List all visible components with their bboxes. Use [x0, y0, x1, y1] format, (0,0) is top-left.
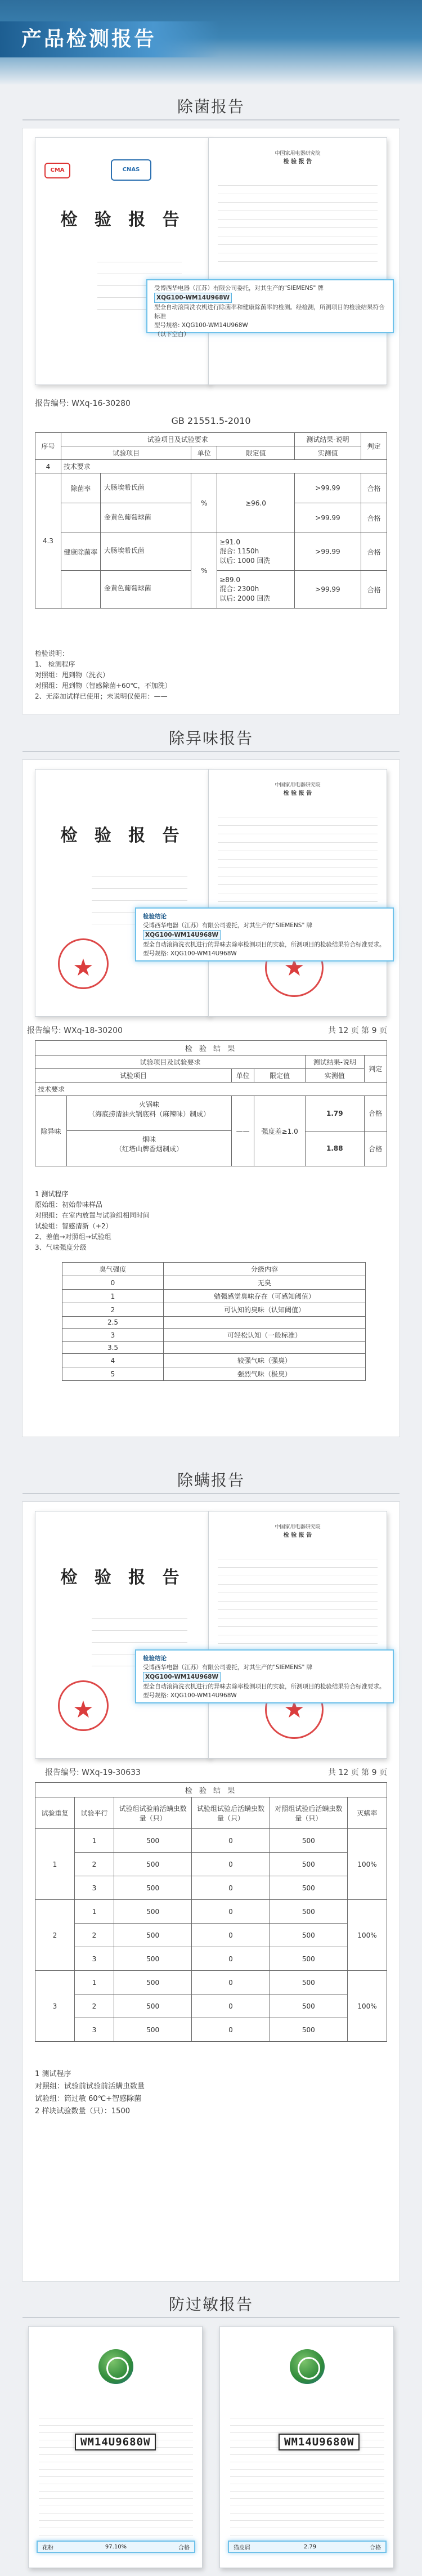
note-line: 1、 检测程序 [35, 660, 75, 668]
odor-name: 烟味 [142, 1135, 156, 1143]
table-cell: 4 [35, 460, 61, 473]
col-odor-strength: 臭气强度 [62, 1263, 164, 1276]
table-cell: 500 [270, 1853, 347, 1876]
allergen-value: 97.10% [105, 2543, 127, 2550]
table-cell: 500 [270, 2018, 347, 2042]
table-cell: 500 [114, 1994, 192, 2018]
odor-grade-table [62, 1262, 366, 1381]
report-inner-page [208, 769, 387, 1017]
table-cell: 3 [75, 2018, 114, 2042]
report-number: 报告编号: WXq-18-30200 [27, 1026, 123, 1035]
col-after: 试验组试验后活螨虫数量（只） [192, 1797, 270, 1829]
table-cell: 3 [75, 1876, 114, 1900]
table-cell: 500 [270, 1900, 347, 1924]
table-cell: 1 [75, 1829, 114, 1853]
cnas-mark: CNAS [111, 159, 151, 181]
deodor-notes [35, 1189, 387, 1253]
conclusion-callout [146, 279, 394, 338]
table-cell: 0 [192, 1947, 270, 1971]
table-cell [164, 1342, 366, 1354]
inner-subtitle: 检 验 报 告 [283, 159, 312, 165]
table-cell [61, 503, 191, 533]
table-cell: 100% [348, 1971, 387, 2042]
certificate-rows [39, 2411, 193, 2543]
allergen-judge: 合格 [178, 2544, 190, 2551]
note-line: 对照组：在室内放置与试验组相同时间 [35, 1211, 150, 1219]
table-cell: 2 [75, 1853, 114, 1876]
table-cell: 1 [75, 1971, 114, 1994]
table-cell: % [191, 473, 217, 533]
limit-line: 混合: 2300h [219, 585, 259, 593]
allergen-judge: 合格 [369, 2544, 381, 2551]
certification-logo [290, 2349, 325, 2384]
table-cell: 500 [114, 1829, 192, 1853]
table-cell: >99.99 [294, 473, 361, 503]
col-kill-rate: 灭螨率 [348, 1797, 387, 1829]
table-cell [217, 533, 295, 571]
table-caption: 检 验 结 果 [35, 1783, 387, 1797]
cma-mark: CMA [44, 163, 70, 178]
note-line: 1 测试程序 [35, 1190, 69, 1198]
allergen-name: 花粉 [42, 2544, 53, 2551]
odor-desc: （红塔山牌香烟制成） [115, 1145, 183, 1153]
table-cell: 2 [35, 1900, 75, 1971]
col-result-group: 测试结果-说明 [294, 433, 361, 446]
table-cell: 1.79 [306, 1096, 364, 1132]
table-cell: 500 [270, 1829, 347, 1853]
red-seal [58, 1680, 109, 1731]
divider [23, 2317, 399, 2318]
inner-head [209, 149, 387, 165]
standard-code: GB 21551.5-2010 [171, 415, 251, 426]
table-cell: 0 [62, 1276, 164, 1290]
report-cover [35, 769, 210, 1017]
callout-line-2: 型全自动滚筒洗衣机进行除菌率和健康除菌率的检测。经检测，所测项目的检验结果符合标准 [154, 304, 385, 320]
table-cell: 500 [270, 1876, 347, 1900]
table-cell: 3 [62, 1329, 164, 1342]
callout-tag: 检验结论 [143, 1655, 167, 1662]
table-cell: 1.88 [306, 1131, 364, 1166]
allergy-certificate-left [28, 2326, 203, 2568]
table-cell: 0 [192, 1853, 270, 1876]
table-cell: 4 [62, 1354, 164, 1367]
limit-line: 以后: 2000 回洗 [219, 594, 271, 602]
col-limit: 限定值 [254, 1069, 306, 1083]
table-cell: 1 [62, 1290, 164, 1303]
table-cell: 5 [62, 1367, 164, 1381]
antimite-panel [23, 1502, 399, 2281]
table-cell: 500 [270, 1924, 347, 1947]
section-title: 除螨报告 [177, 1471, 245, 1490]
note-line: 2、差值→对照组→试验组 [35, 1233, 111, 1241]
callout-line-1: 受博西华电器（江苏）有限公司委托，对其生产的"SIEMENS" 牌 [143, 922, 313, 929]
report-cover [35, 1511, 210, 1759]
table-cell [61, 473, 191, 503]
limit-line: 混合: 1150h [219, 547, 259, 555]
report-meta [45, 1766, 387, 1778]
col-measured: 实测值 [306, 1069, 364, 1083]
col-parallel: 试验平行 [75, 1797, 114, 1829]
table-cell: 100% [348, 1900, 387, 1971]
strain-label: 大肠埃希氏菌 [104, 547, 145, 554]
section-antimite-heading [0, 1464, 422, 1497]
callout-tag: 检验结论 [143, 913, 167, 920]
model-highlight: XQG100-WM14U968W [154, 293, 232, 303]
table-cell: 强度差≥1.0 [254, 1096, 306, 1166]
inner-rows [218, 177, 378, 262]
table-cell: 强烈气味（极臭） [164, 1367, 366, 1381]
report-meta [27, 1025, 387, 1036]
table-cell: 可轻松认知（一般标准） [164, 1329, 366, 1342]
table-cell: 3 [35, 1971, 75, 2042]
odor-desc: （海底捞清油火锅底料（麻辣味）制成） [88, 1110, 210, 1118]
model-highlight: XQG100-WM14U968W [143, 1672, 221, 1682]
table-cell: >99.99 [294, 533, 361, 571]
inner-institute: 中国家用电器研究院 [275, 1524, 321, 1530]
col-item-group: 试验项目及试验要求 [35, 1056, 306, 1069]
section-title: 除异味报告 [168, 729, 253, 748]
table-cell: 500 [114, 1924, 192, 1947]
section-title: 防过敏报告 [168, 2295, 253, 2314]
report-cover [35, 137, 210, 385]
inner-institute: 中国家用电器研究院 [275, 782, 321, 788]
strain-label: 金黄色葡萄球菌 [104, 513, 151, 521]
table-cell: ≥96.0 [217, 473, 295, 533]
report-inner-page [208, 1511, 387, 1759]
table-cell: 3 [75, 1947, 114, 1971]
model-label: WM14U9680W [279, 2434, 360, 2450]
note-line: 试验组：智感清新（+2） [35, 1222, 113, 1230]
col-control: 对照组试验后活螨虫数量（只） [270, 1797, 347, 1829]
table-cell: 500 [114, 1947, 192, 1971]
note-line: 1 测试程序 [35, 2070, 71, 2078]
note-line: 3、气味强度分级 [35, 1244, 87, 1251]
strain-label: 金黄色葡萄球菌 [104, 584, 151, 592]
table-cell: 可认知的臭味（认知阈值） [164, 1303, 366, 1317]
report-number: 报告编号: WXq-16-30280 [35, 399, 131, 408]
result-highlight [37, 2541, 195, 2553]
table-cell: 3.5 [62, 1342, 164, 1354]
strain-label: 大肠埃希氏菌 [104, 484, 145, 491]
table-cell: 勉强感觉臭味存在（可感知阈值） [164, 1290, 366, 1303]
table-cell: 2 [75, 1994, 114, 2018]
page-title: 产品检测报告 [0, 21, 219, 57]
item-name: 除异味 [35, 1096, 67, 1166]
table-cell: >99.99 [294, 503, 361, 533]
sub-label: 健康除菌率 [61, 533, 101, 570]
table-cell: 4.3 [35, 473, 61, 609]
odor-name: 火锅味 [138, 1101, 159, 1108]
table-cell: 500 [270, 1947, 347, 1971]
callout-line-1: 受博西华电器（江苏）有限公司委托，对其生产的"SIEMENS" 牌 [143, 1664, 313, 1671]
conclusion-callout [135, 907, 394, 961]
table-cell: 无臭 [164, 1276, 366, 1290]
col-item-group: 试验项目及试验要求 [61, 433, 294, 446]
col-unit: 单位 [191, 446, 217, 460]
col-repeat: 试验重复 [35, 1797, 75, 1829]
callout-line-2: 型全自动滚筒洗衣机进行的异味去除率检测项目的实验，所测项目的检验结果符合标准要求。 [143, 941, 385, 948]
table-cell: 0 [192, 1994, 270, 2018]
limit-line: ≥89.0 [219, 576, 240, 584]
table-cell: 1 [35, 1829, 75, 1900]
antibacterial-panel [23, 128, 399, 714]
col-limit: 限定值 [217, 446, 295, 460]
note-line: 对照组：甩到物（洗衣） [35, 671, 110, 679]
note-line: 对照组：试验前试验前活螨虫数量 [35, 2082, 145, 2091]
table-cell: 合格 [361, 473, 387, 503]
table-cell: >99.99 [294, 571, 361, 609]
table-cell: 100% [348, 1829, 387, 1900]
col-item: 试验项目 [61, 446, 191, 460]
table-cell: 2 [62, 1303, 164, 1317]
antiallergy-panel [23, 2326, 399, 2568]
red-seal [58, 938, 109, 989]
callout-line-3: 型号规格: XQG100-WM14U968W [143, 950, 237, 957]
table-cell: % [191, 533, 217, 609]
col-before: 试验组试验前活螨虫数量（只） [114, 1797, 192, 1829]
sub-label: 除菌率 [61, 473, 101, 503]
allergen-value: 2.79 [303, 2543, 317, 2550]
inner-rows [218, 809, 378, 910]
inner-subtitle: 检 验 报 告 [283, 1532, 312, 1539]
antibacterial-notes [35, 649, 387, 702]
callout-line-1: 受博西华电器（江苏）有限公司委托，对其生产的"SIEMENS" 牌 [154, 285, 324, 292]
table-cell: 500 [114, 1971, 192, 1994]
callout-line-3: 型号规格: XQG100-WM14U968W [154, 322, 248, 329]
report-inner-page [208, 137, 387, 385]
divider [23, 751, 399, 752]
table-cell: 0 [192, 1971, 270, 1994]
inner-head [209, 1523, 387, 1539]
table-cell [35, 1096, 232, 1166]
table-cell [164, 1317, 366, 1329]
table-cell: 500 [270, 1971, 347, 1994]
deodor-panel [23, 760, 399, 1437]
col-odor-grade: 分级内容 [164, 1263, 366, 1276]
table-caption: 检 验 结 果 [35, 1041, 387, 1056]
report-meta [35, 397, 387, 409]
table-cell: 合格 [361, 533, 387, 571]
inner-head [209, 781, 387, 797]
table-cell: 0 [192, 1924, 270, 1947]
allergy-certificate-right [219, 2326, 394, 2568]
deodor-table [35, 1040, 387, 1166]
limit-line: ≥91.0 [219, 538, 240, 546]
section-antibacterial-heading [0, 90, 422, 124]
table-cell: 合格 [361, 571, 387, 609]
model-label: WM14U9680W [75, 2434, 156, 2450]
callout-line-3: 型号规格: XQG100-WM14U968W [143, 1692, 237, 1699]
note-line: 2、无添加试样已使用；未说明仅使用：—— [35, 692, 168, 700]
table-cell: 500 [114, 2018, 192, 2042]
table-cell: 合格 [364, 1131, 387, 1166]
page-count: 共 12 页 第 9 页 [328, 1768, 387, 1777]
col-seq: 序号 [35, 433, 61, 460]
table-cell: —— [231, 1096, 254, 1166]
table-cell: 0 [192, 2018, 270, 2042]
inner-rows [218, 1551, 378, 1652]
table-cell: 较强气味（强臭） [164, 1354, 366, 1367]
table-cell: 0 [192, 1829, 270, 1853]
table-cell: 2.5 [62, 1317, 164, 1329]
table-cell [217, 571, 295, 609]
callout-line-2: 型全自动滚筒洗衣机进行的异味去除率检测项目的实验，所测项目的检验结果符合标准要求。 [143, 1683, 385, 1690]
col-result-group: 测试结果-说明 [306, 1056, 364, 1069]
inner-institute: 中国家用电器研究院 [275, 151, 321, 156]
callout-line-4: （以下空白） [154, 331, 190, 338]
certification-logo [98, 2349, 133, 2384]
report-big-title: 检 验 报 告 [60, 826, 185, 846]
table-cell [61, 533, 191, 571]
col-judge: 判定 [364, 1056, 387, 1083]
col-item: 试验项目 [35, 1069, 232, 1083]
allergen-name: 猫皮屑 [234, 2544, 250, 2551]
table-cell: 500 [114, 1876, 192, 1900]
table-cell: 500 [114, 1900, 192, 1924]
certificate-rows [230, 2411, 384, 2543]
col-judge: 判定 [361, 433, 387, 460]
antimite-notes [35, 2068, 387, 2118]
table-cell: 合格 [361, 503, 387, 533]
model-highlight: XQG100-WM14U968W [143, 930, 221, 940]
report-big-title: 检 验 报 告 [60, 210, 185, 230]
conclusion-callout [135, 1649, 394, 1703]
table-cell: 500 [270, 1994, 347, 2018]
note-line: 对照组：甩到物（智感除菌+60℃，不加洗） [35, 682, 172, 690]
table-cell: 1 [75, 1900, 114, 1924]
col-unit: 单位 [231, 1069, 254, 1083]
table-cell [61, 571, 191, 609]
report-big-title: 检 验 报 告 [60, 1568, 185, 1587]
divider [23, 1493, 399, 1494]
section-deodor-heading [0, 722, 422, 755]
table-cell: 0 [192, 1876, 270, 1900]
report-number: 报告编号: WXq-19-30633 [45, 1768, 141, 1777]
section-antiallergy-heading [0, 2288, 422, 2322]
table-cell: 0 [192, 1900, 270, 1924]
note-line: 检验说明： [35, 650, 69, 658]
table-cell: 2 [75, 1924, 114, 1947]
table-cell: 技术要求 [35, 1083, 387, 1096]
result-highlight [228, 2541, 387, 2553]
inner-subtitle: 检 验 报 告 [283, 790, 312, 797]
page-count: 共 12 页 第 9 页 [328, 1026, 387, 1035]
section-title: 除菌报告 [177, 97, 245, 116]
table-cell: 技术要求 [61, 460, 387, 473]
note-line: 原始组：初始带味样品 [35, 1201, 103, 1209]
antibacterial-table [35, 432, 387, 609]
limit-line: 以后: 1000 回洗 [219, 557, 271, 565]
note-line: 试验组：筒过敏 60℃+智感除菌 [35, 2095, 142, 2103]
table-cell: 500 [114, 1853, 192, 1876]
note-line: 2 样块试验数量（只）：1500 [35, 2107, 130, 2116]
table-cell: 合格 [364, 1096, 387, 1132]
antimite-table [35, 1782, 387, 2042]
divider [23, 119, 399, 120]
col-measured: 实测值 [294, 446, 361, 460]
